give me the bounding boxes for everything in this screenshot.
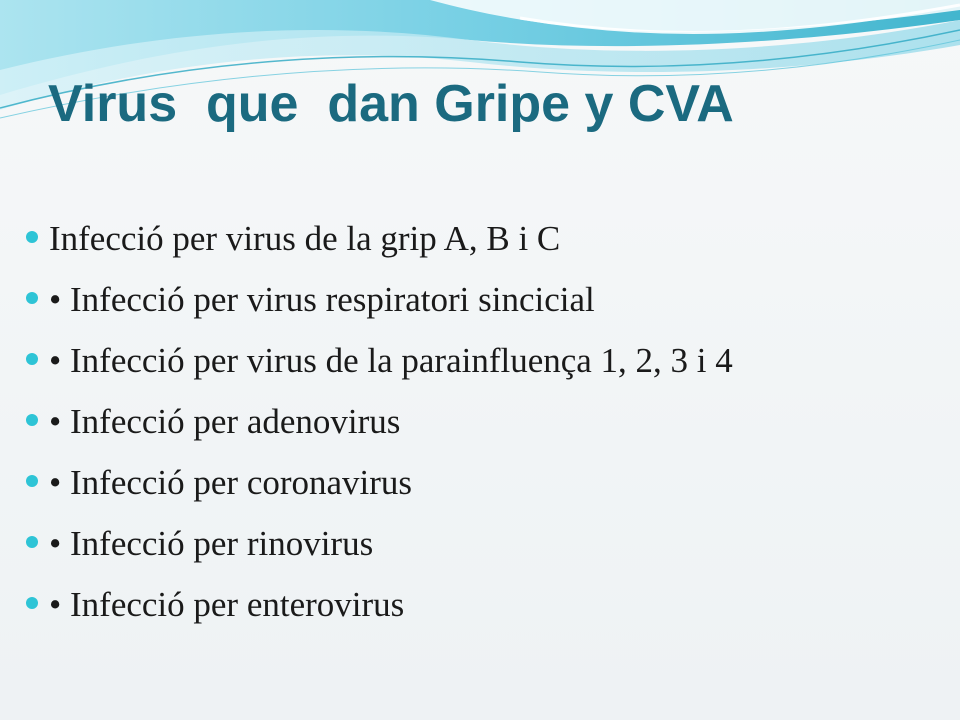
list-item	[26, 391, 946, 452]
bullet-text: Infecció per virus de la grip A, B i C	[49, 218, 561, 258]
bullet-icon	[26, 475, 38, 487]
list-item	[26, 269, 946, 330]
bullet-text: • Infecció per coronavirus	[49, 462, 413, 502]
bullet-icon	[26, 536, 38, 548]
list-item	[26, 208, 946, 269]
bullet-text: • Infecció per rinovirus	[49, 523, 374, 563]
bullet-icon	[26, 292, 38, 304]
list-item	[26, 513, 946, 574]
bullet-icon	[26, 414, 38, 426]
bullet-text: • Infecció per virus respiratori sincicial	[49, 279, 595, 319]
bullet-text: • Infecció per virus de la parainfluença 1, 2, 3 i 4	[49, 340, 733, 380]
slide-title: Virus que dan Gripe y CVA	[48, 75, 734, 133]
bullet-text: • Infecció per adenovirus	[49, 401, 401, 441]
list-item	[26, 330, 946, 391]
bullet-icon	[26, 231, 38, 243]
bullet-list	[26, 208, 946, 635]
bullet-text: • Infecció per enterovirus	[49, 584, 405, 624]
bullet-icon	[26, 353, 38, 365]
bullet-icon	[26, 597, 38, 609]
list-item	[26, 574, 946, 635]
list-item	[26, 452, 946, 513]
